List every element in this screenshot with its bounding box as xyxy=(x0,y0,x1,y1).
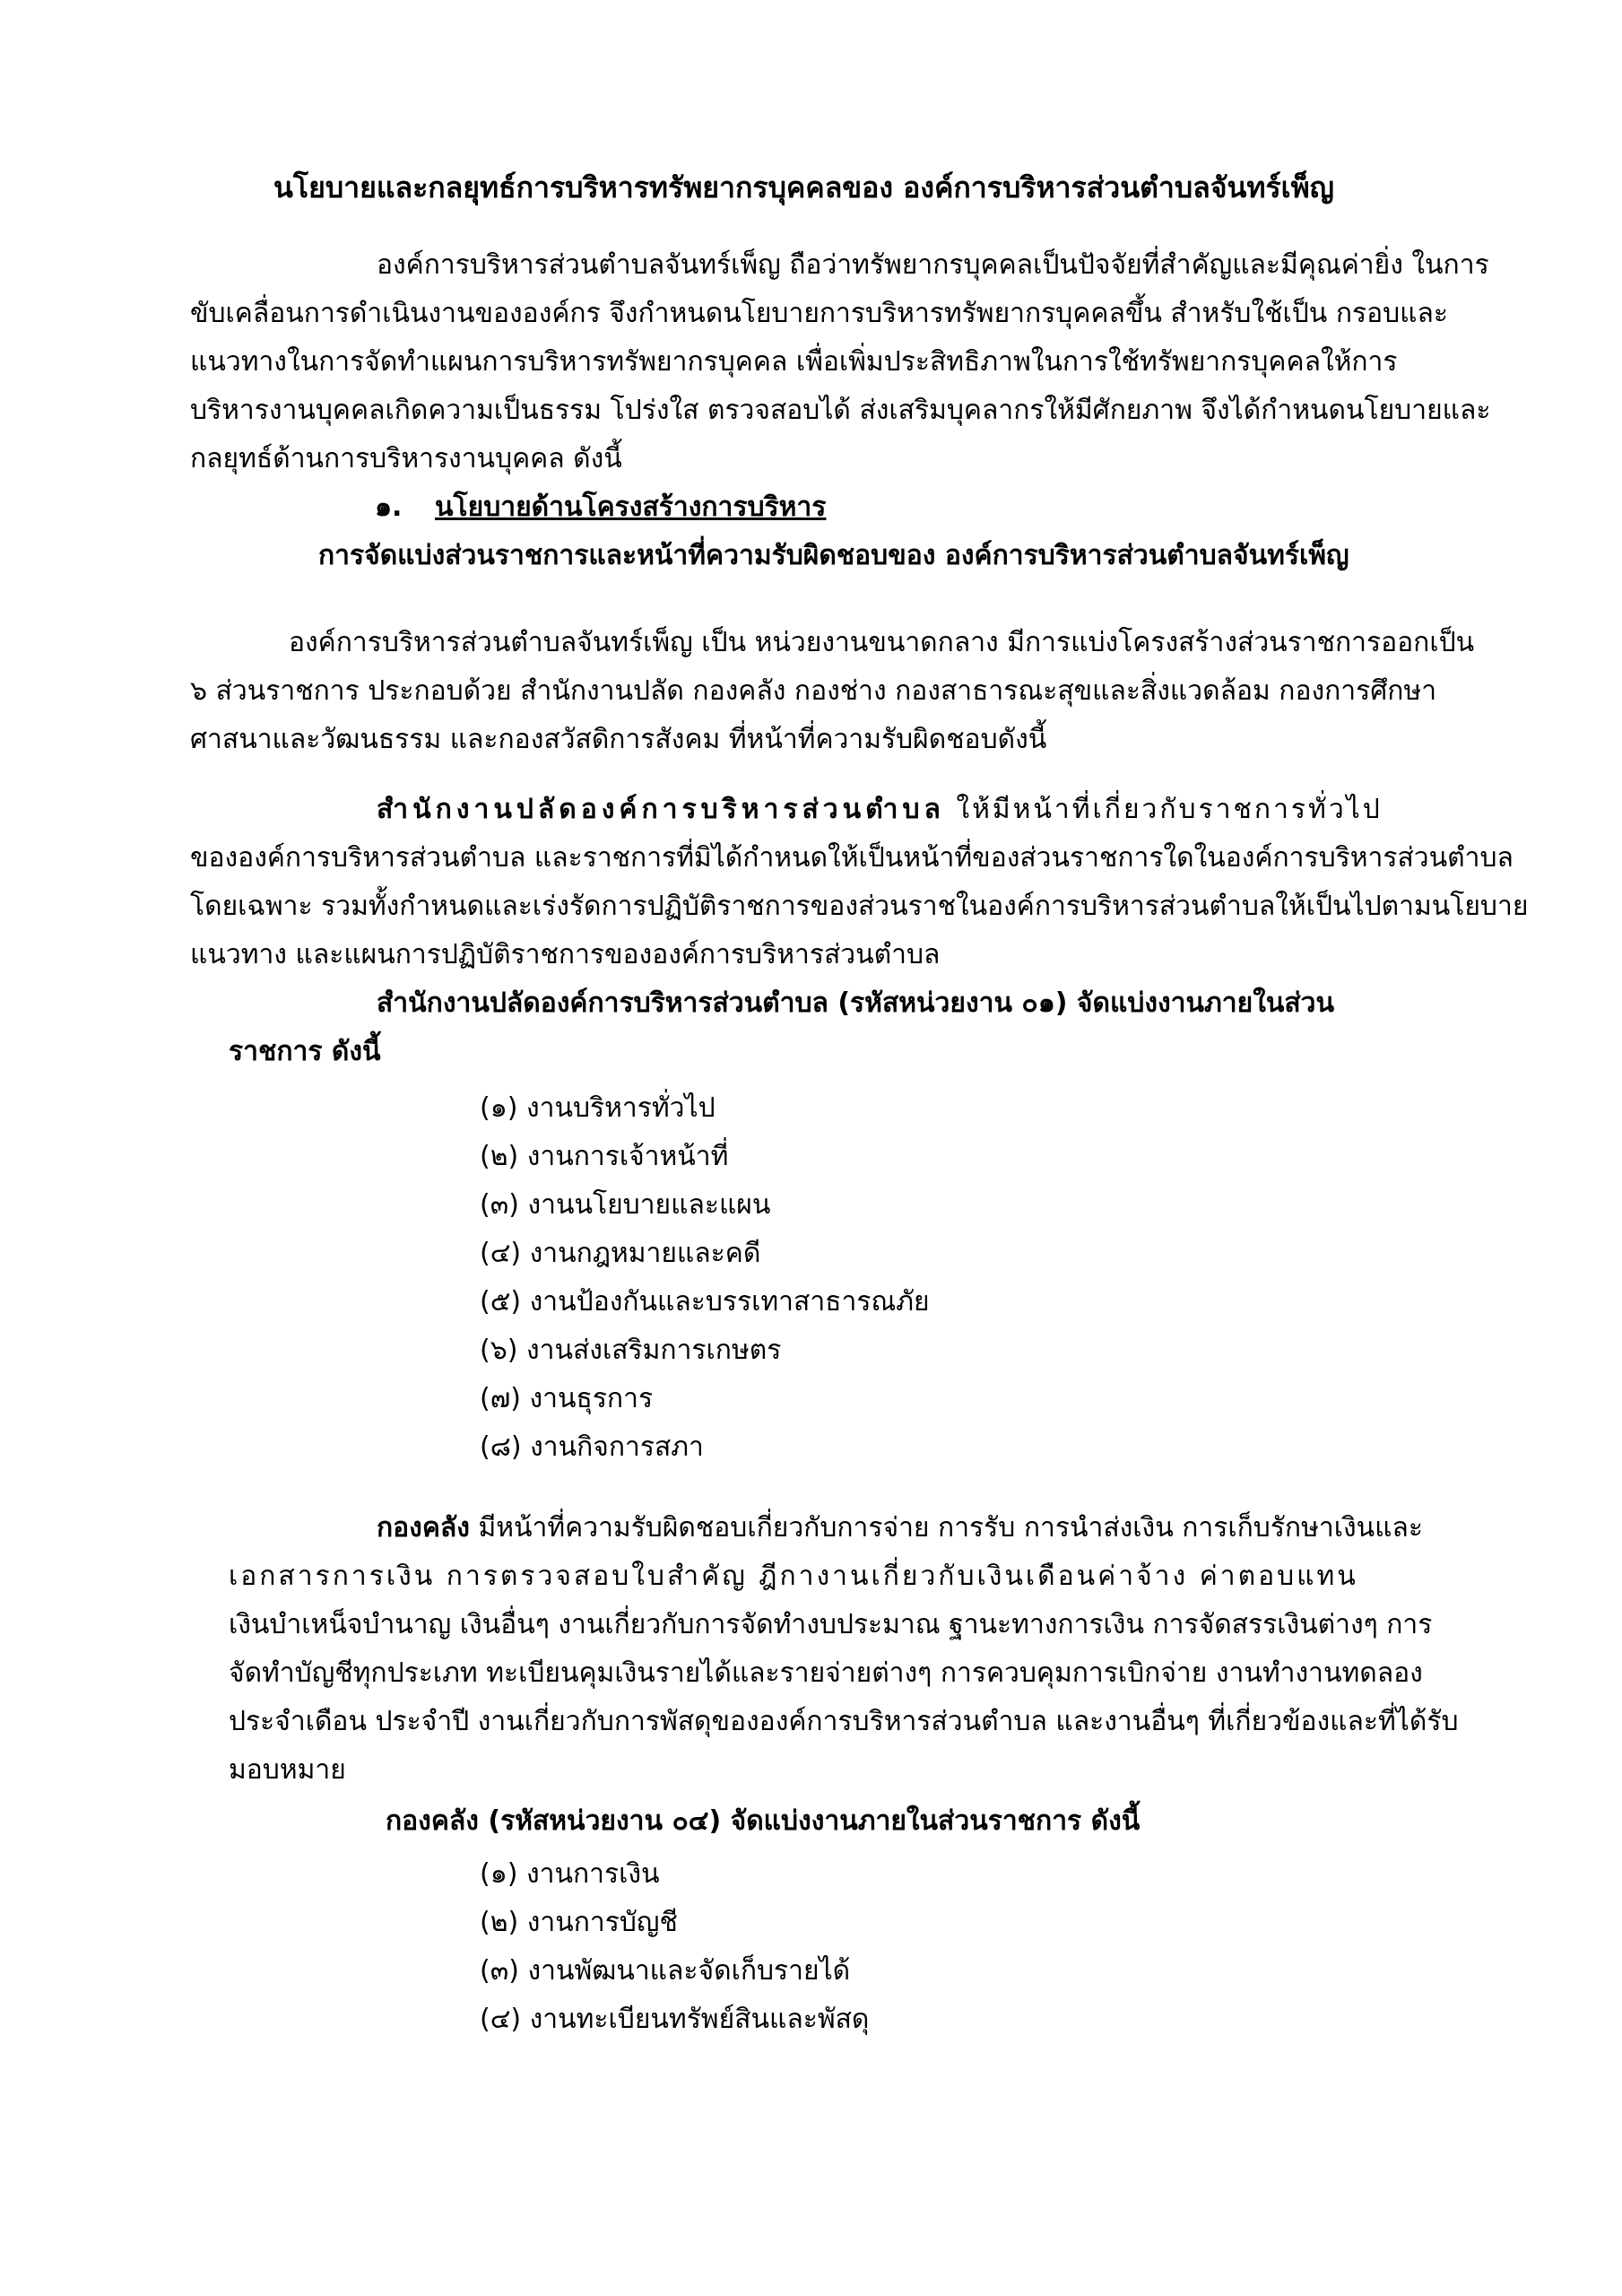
office-unit-item: (๒) งานการเจ้าหน้าที่ xyxy=(480,1141,729,1172)
office-lead-bold: สำนักงานปลัดองค์การบริหารส่วนตำบล xyxy=(377,794,945,825)
section-number: ๑. xyxy=(375,491,403,523)
section-subheading: การจัดแบ่งส่วนราชการและหน้าที่ความรับผิดชอบของ องค์การบริหารส่วนตำบลจันทร์เพ็ญ xyxy=(318,540,1349,571)
finance-lead-line xyxy=(377,1510,1423,1546)
overview-line: ๖ ส่วนราชการ ประกอบด้วย สำนักงานปลัด กองคลัง กองช่าง กองสาธารณะสุขและสิ่งแวดล้อม กองการศึกษา xyxy=(190,675,1437,707)
office-unit-item: (๖) งานส่งเสริมการเกษตร xyxy=(480,1335,782,1366)
intro-line: กลยุทธ์ด้านการบริหารงานบุคคล ดังนี้ xyxy=(190,443,622,474)
office-line: แนวทาง และแผนการปฏิบัติราชการขององค์การบริหารส่วนตำบล xyxy=(190,939,941,970)
overview-line: ศาสนาและวัฒนธรรม และกองสวัสดิการสังคม ที่หน้าที่ความรับผิดชอบดังนี้ xyxy=(190,724,1047,755)
finance-line: เงินบำเหน็จบำนาญ เงินอื่นๆ งานเกี่ยวกับการจัดทำงบประมาณ ฐานะทางการเงิน การจัดสรรเงินต่างๆ การ xyxy=(229,1609,1433,1640)
finance-unit-item: (๔) งานทะเบียนทรัพย์สินและพัสดุ xyxy=(480,2004,870,2035)
finance-lead-rest: มีหน้าที่ความรับผิดชอบเกี่ยวกับการจ่าย การรับ การนำส่งเงิน การเก็บรักษาเงินและ xyxy=(469,1512,1423,1544)
office-division-heading: สำนักงานปลัดองค์การบริหารส่วนตำบล (รหัสหน่วยงาน ๐๑) จัดแบ่งงานภายในส่วน xyxy=(377,987,1335,1019)
office-line: โดยเฉพาะ รวมทั้งกำหนดและเร่งรัดการปฏิบัติราชการของส่วนราชในองค์การบริหารส่วนตำบลให้เป็นไปตามนโยบาย xyxy=(190,891,1529,922)
document-title: นโยบายและกลยุทธ์การบริหารทรัพยากรบุคคลของ องค์การบริหารส่วนตำบลจันทร์เพ็ญ xyxy=(273,170,1334,204)
finance-line: ประจำเดือน ประจำปี งานเกี่ยวกับการพัสดุขององค์การบริหารส่วนตำบล และงานอื่นๆ ที่เกี่ยวข้องและที่ได้รับ xyxy=(229,1706,1459,1737)
office-unit-item: (๗) งานธุรการ xyxy=(480,1383,654,1414)
office-unit-item: (๓) งานนโยบายและแผน xyxy=(480,1189,771,1221)
finance-unit-item: (๒) งานการบัญชี xyxy=(480,1907,678,1938)
office-division-heading: ราชการ ดังนี้ xyxy=(229,1036,381,1067)
intro-line: ขับเคลื่อนการดำเนินงานขององค์กร จึงกำหนดนโยบายการบริหารทรัพยากรบุคคลขึ้น สำหรับใช้เป็น กรอบและ xyxy=(190,298,1448,329)
office-lead-line xyxy=(377,792,1383,828)
office-unit-item: (๑) งานบริหารทั่วไป xyxy=(480,1092,716,1124)
office-lead-rest: ให้มีหน้าที่เกี่ยวกับราชการทั่วไป xyxy=(944,794,1383,825)
office-unit-item: (๔) งานกฎหมายและคดี xyxy=(480,1238,761,1269)
finance-division-heading: กองคลัง (รหัสหน่วยงาน ๐๔) จัดแบ่งงานภายในส่วนราชการ ดังนี้ xyxy=(386,1805,1141,1837)
office-unit-item: (๕) งานป้องกันและบรรเทาสาธารณภัย xyxy=(480,1286,930,1318)
intro-line: องค์การบริหารส่วนตำบลจันทร์เพ็ญ ถือว่าทรัพยากรบุคคลเป็นปัจจัยที่สำคัญและมีคุณค่ายิ่ง ในการ xyxy=(377,249,1489,281)
intro-line: แนวทางในการจัดทำแผนการบริหารทรัพยากรบุคคล เพื่อเพิ่มประสิทธิภาพในการใช้ทรัพยากรบุคคลให้การ xyxy=(190,346,1398,378)
finance-unit-item: (๓) งานพัฒนาและจัดเก็บรายได้ xyxy=(480,1955,851,1987)
intro-line: บริหารงานบุคคลเกิดความเป็นธรรม โปร่งใส ตรวจสอบได้ ส่งเสริมบุคลากรให้มีศักยภาพ จึงได้กำหนดนโยบายและ xyxy=(190,395,1491,426)
office-unit-item: (๘) งานกิจการสภา xyxy=(480,1431,704,1463)
overview-line: องค์การบริหารส่วนตำบลจันทร์เพ็ญ เป็น หน่วยงานขนาดกลาง มีการแบ่งโครงสร้างส่วนราชการออกเป็น xyxy=(289,627,1475,658)
section-heading: นโยบายด้านโครงสร้างการบริหาร xyxy=(435,491,827,523)
office-line: ขององค์การบริหารส่วนตำบล และราชการที่มิได้กำหนดให้เป็นหน้าที่ของส่วนราชการใดในองค์การบริหารส่วนตำบล xyxy=(190,842,1514,874)
finance-line: เอกสารการเงิน การตรวจสอบใบสำคัญ ฎีกางานเกี่ยวกับเงินเดือนค่าจ้าง ค่าตอบแทน xyxy=(229,1561,1358,1592)
finance-unit-item: (๑) งานการเงิน xyxy=(480,1858,660,1890)
finance-line: มอบหมาย xyxy=(229,1754,346,1786)
finance-line: จัดทำบัญชีทุกประเภท ทะเบียนคุมเงินรายได้และรายจ่ายต่างๆ การควบคุมการเบิกจ่าย งานทำงานทดลอง xyxy=(229,1657,1423,1689)
finance-lead-bold: กองคลัง xyxy=(377,1512,470,1544)
